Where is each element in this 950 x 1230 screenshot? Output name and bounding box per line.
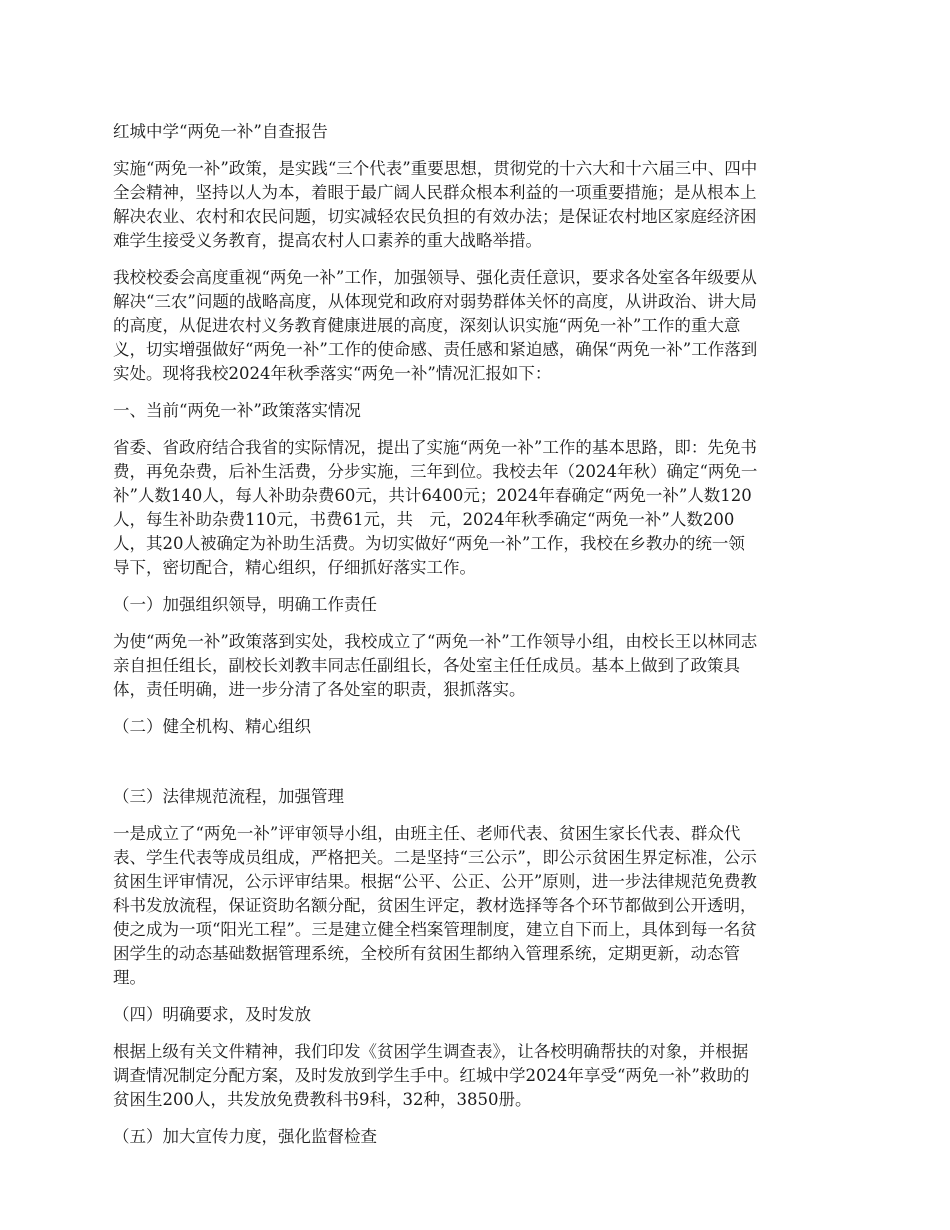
text-line: 亲自担任组长，副校长刘教丰同志任副组长，各处室主任任成员。基本上做到了政策具 — [113, 656, 740, 675]
text-line: 体，责任明确，进一步分清了各处室的职责，狠抓落实。 — [113, 680, 526, 699]
subsection-heading-5: （五）加大宣传力度，强化监督检查 — [113, 1127, 377, 1146]
text-line: 实处。现将我校2024年秋季落实“两免一补”情况汇报如下： — [113, 364, 552, 383]
paragraph-2 — [113, 266, 843, 386]
text-line: 解决“三农”问题的战略高度，从体现党和政府对弱势群体关怀的高度，从讲政治、讲大局 — [113, 292, 757, 311]
text-line: 人，每生补助杂费110元，书费61元，共 元，2024年秋季确定“两免一补”人数200 — [113, 510, 735, 529]
text-line: 使之成为一项“阳光工程”。三是建立健全档案管理制度，建立自下而上，具体到每一名贫 — [113, 920, 757, 939]
text-line: 困学生的动态基础数据管理系统，全校所有贫困生都纳入管理系统，定期更新，动态管 — [113, 944, 740, 963]
text-line: 难学生接受义务教育，提高农村人口素养的重大战略举措。 — [113, 231, 542, 250]
text-line: 导下，密切配合，精心组织，仔细抓好落实工作。 — [113, 558, 476, 577]
paragraph-3 — [113, 436, 843, 580]
paragraph-1 — [113, 157, 843, 253]
subsection-heading-4: （四）明确要求，及时发放 — [113, 1005, 311, 1024]
text-line: 根据上级有关文件精神，我们印发《贫困学生调查表》，让各校明确帮扶的对象，并根据 — [113, 1042, 749, 1061]
text-line: 一是成立了“两免一补”评审领导小组，由班主任、老师代表、贫困生家长代表、群众代 — [113, 824, 741, 843]
text-line: 省委、省政府结合我省的实际情况，提出了实施“两免一补”工作的基本思路，即：先免书 — [113, 438, 757, 457]
subsection-heading-2: （二）健全机构、精心组织 — [113, 717, 311, 736]
text-line: 补”人数140人，每人补助杂费60元，共计6400元；2024年春确定“两免一补”人数120 — [113, 486, 752, 505]
text-line: 为使“两免一补”政策落到实处，我校成立了“两免一补”工作领导小组，由校长王以林同志 — [113, 632, 758, 651]
text-line: 解决农业、农村和农民问题，切实减轻农民负担的有效办法；是保证农村地区家庭经济困 — [113, 207, 757, 226]
text-line: 实施“两免一补”政策，是实践“三个代表”重要思想，贯彻党的十六大和十六届三中、四中 — [113, 159, 758, 178]
text-line: 人，其20人被确定为补助生活费。为切实做好“两免一补”工作，我校在乡教办的统一领 — [113, 534, 745, 553]
text-line: 我校校委会高度重视“两免一补”工作，加强领导、强化责任意识，要求各处室各年级要从 — [113, 268, 757, 287]
text-line: 的高度，从促进农村义务教育健康进展的高度，深刻认识实施“两免一补”工作的重大意 — [113, 316, 741, 335]
subsection-heading-3: （三）法律规范流程，加强管理 — [113, 787, 344, 806]
paragraph-6 — [113, 1040, 843, 1112]
text-line: 科书发放流程，保证资助名额分配，贫困生评定，教材选择等各个环节都做到公开透明， — [113, 896, 757, 915]
text-line: 贫困生评审情况，公示评审结果。根据“公平、公正、公开”原则，进一步法律规范免费教 — [113, 872, 757, 891]
document-title: 红城中学“两免一补”自查报告 — [113, 122, 328, 141]
text-line: 贫困生200人，共发放免费教科书9科，32种，3850册。 — [113, 1090, 532, 1109]
text-line: 全会精神，坚持以人为本，着眼于最广阔人民群众根本利益的一项重要措施；是从根本上 — [113, 183, 757, 202]
text-line: 理。 — [113, 968, 146, 987]
section-heading-1: 一、当前“两免一补”政策落实情况 — [113, 401, 361, 420]
text-line: 表、学生代表等成员组成，严格把关。二是坚持“三公示”，即公示贫困生界定标准，公示 — [113, 848, 757, 867]
paragraph-5 — [113, 822, 843, 990]
subsection-heading-1: （一）加强组织领导，明确工作责任 — [113, 595, 377, 614]
text-line: 调查情况制定分配方案，及时发放到学生手中。红城中学2024年享受“两免一补”救助的 — [113, 1066, 750, 1085]
text-line: 义，切实增强做好“两免一补”工作的使命感、责任感和紧迫感，确保“两免一补”工作落到 — [113, 340, 758, 359]
document-page — [113, 120, 843, 1149]
text-line: 费，再免杂费，后补生活费，分步实施，三年到位。我校去年（2024年秋）确定“两免一 — [113, 462, 758, 481]
paragraph-4 — [113, 630, 843, 702]
